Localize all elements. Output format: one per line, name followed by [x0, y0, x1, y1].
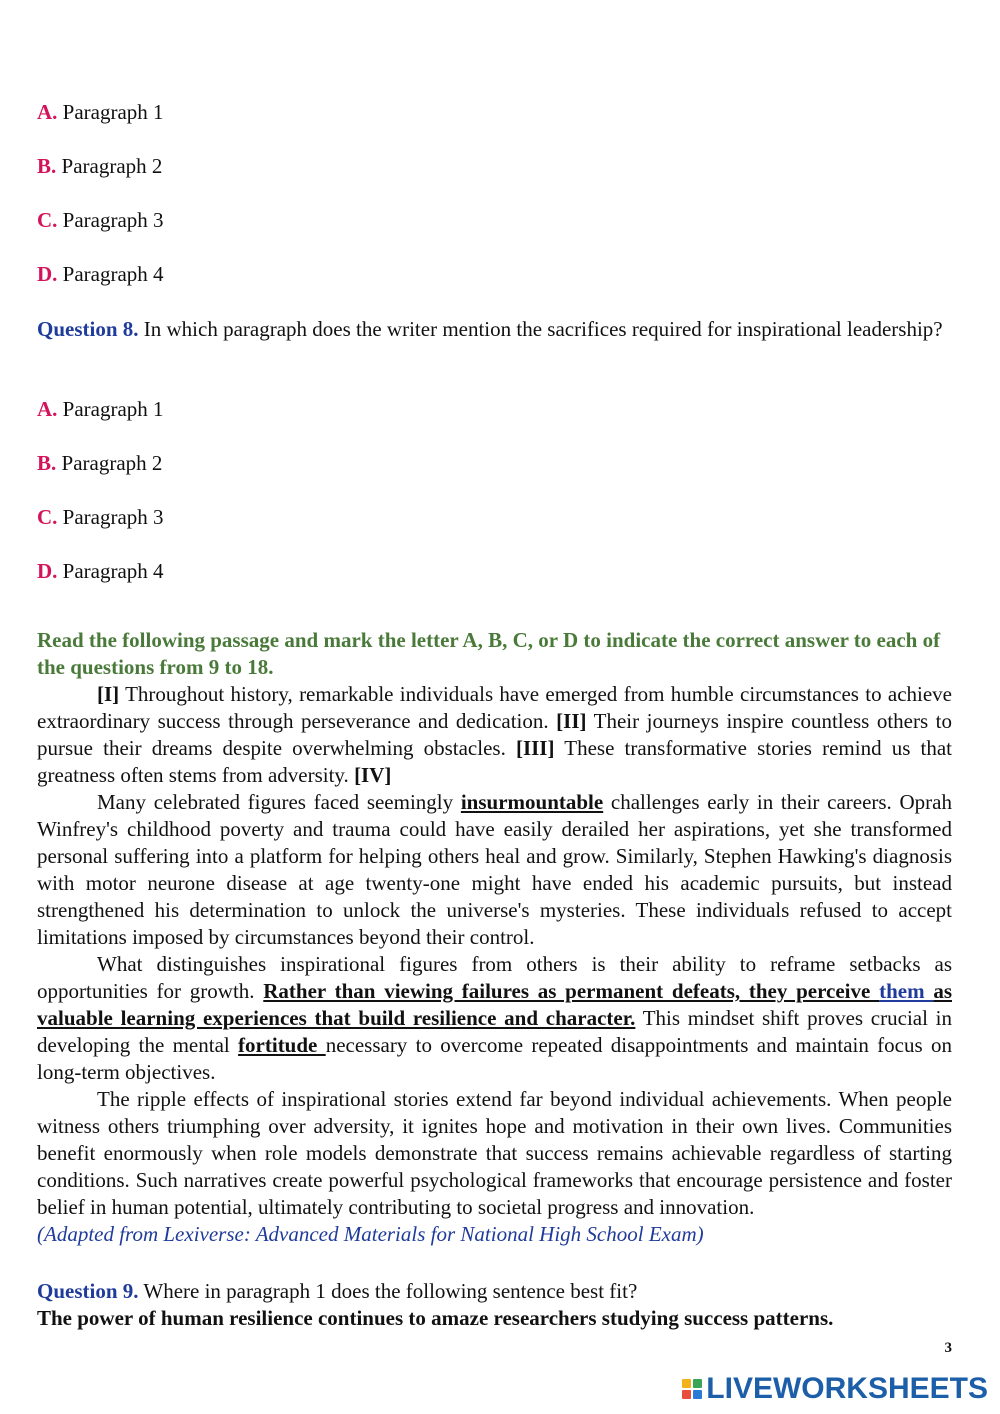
- option-text: Paragraph 1: [62, 100, 164, 124]
- q8-option-c[interactable]: [37, 505, 164, 529]
- passage-text: Their journeys inspire countless others to pursue their dreams despite overwhelming obstacles.: [37, 709, 952, 760]
- option-letter: B.: [37, 451, 57, 475]
- question-label: Question 9.: [37, 1279, 139, 1303]
- passage-text: Throughout history, remarkable individuals have emerged from humble circumstances to achieve extraordinary success through perseverance and dedication.: [37, 682, 952, 733]
- passage-text: challenges early in their careers. Oprah Winfrey's childhood poverty and trauma could have easily derailed her aspirations, yet she transformed personal suffering into a platform for helping others heal and grow. Similarly, Stephen Hawking's diagnosis with motor neurone disease at age twenty-one might have ended his academic pursuits, but instead strengthened his determination to unlock the universe's mysteries. These individuals refused to accept limitations imposed by circumstances beyond their control.: [37, 790, 952, 949]
- underlined-word-fortitude: fortitude: [238, 1033, 326, 1057]
- paragraph-4: The ripple effects of inspirational stories extend far beyond individual achievements. When people witness others triumphing over adversity, it ignites hope and motivation in their own lives. Communities benefit enormously when role models demonstrate that success remains achievable regardless of starting conditions. Such narratives create powerful psychological frameworks that encourage persistence and foster belief in human potential, ultimately contributing to societal progress and innovation.: [37, 1087, 952, 1219]
- underlined-word-them: them: [879, 979, 934, 1003]
- question-9-sentence: The power of human resilience continues to amaze researchers studying success patterns.: [37, 1306, 834, 1330]
- paragraph-2: [37, 789, 952, 951]
- position-marker-ii: [II]: [556, 709, 587, 733]
- underlined-word-insurmountable: insurmountable: [460, 790, 604, 814]
- q7-option-c[interactable]: [37, 208, 164, 232]
- position-marker-iv: [IV]: [354, 763, 392, 787]
- option-letter: B.: [37, 154, 57, 178]
- q8-option-b[interactable]: [37, 451, 162, 475]
- position-marker-iii: [III]: [515, 736, 555, 760]
- option-letter: A.: [37, 100, 58, 124]
- option-letter: C.: [37, 505, 58, 529]
- passage-source: (Adapted from Lexiverse: Advanced Materials for National High School Exam): [37, 1222, 704, 1246]
- question-8: [37, 316, 952, 343]
- option-letter: A.: [37, 397, 58, 421]
- passage-text: This mindset shift proves crucial in developing the mental: [37, 1006, 952, 1057]
- q7-option-d[interactable]: [37, 262, 164, 286]
- question-label: Question 8.: [37, 317, 139, 341]
- passage-text: Many celebrated figures faced seemingly: [97, 790, 461, 814]
- option-text: Paragraph 4: [62, 559, 164, 583]
- q7-option-b[interactable]: [37, 154, 162, 178]
- logo-text: LIVEWORKSHEETS: [706, 1372, 988, 1405]
- option-text: Paragraph 4: [62, 262, 164, 286]
- logo-icon: [682, 1379, 702, 1399]
- liveworksheets-logo[interactable]: [682, 1372, 988, 1406]
- underlined-sentence: Rather than viewing failures as permanent defeats, they perceive: [263, 979, 880, 1003]
- position-marker-i: [I]: [97, 682, 120, 706]
- option-text: Paragraph 3: [62, 505, 164, 529]
- passage-instruction: Read the following passage and mark the letter A, B, C, or D to indicate the correct answer to each of the questions from 9 to 18.: [37, 628, 941, 679]
- option-letter: C.: [37, 208, 58, 232]
- question-9-prompt: [37, 1278, 952, 1305]
- q8-option-d[interactable]: [37, 559, 164, 583]
- passage-text: These transformative stories remind us that greatness often stems from adversity.: [37, 736, 953, 787]
- option-text: Paragraph 3: [62, 208, 164, 232]
- passage-text: necessary to overcome repeated disappointments and maintain focus on long-term objectives.: [37, 1033, 952, 1084]
- option-letter: D.: [37, 262, 58, 286]
- option-letter: D.: [37, 559, 58, 583]
- question-text: Where in paragraph 1 does the following sentence best fit?: [138, 1279, 638, 1303]
- underlined-sentence: as valuable learning experiences that build resilience and character.: [37, 979, 952, 1030]
- paragraph-1: [37, 681, 952, 789]
- q7-option-a[interactable]: [37, 100, 164, 124]
- option-text: Paragraph 1: [62, 397, 164, 421]
- q8-option-a[interactable]: [37, 397, 164, 421]
- reading-passage: [37, 681, 952, 1248]
- option-text: Paragraph 2: [61, 154, 163, 178]
- question-9: [37, 1278, 952, 1332]
- question-text: In which paragraph does the writer mention the sacrifices required for inspirational leadership?: [143, 317, 943, 341]
- paragraph-3: [37, 951, 952, 1086]
- passage-text: What distinguishes inspirational figures from others is their ability to reframe setbacks as opportunities for growth.: [37, 952, 952, 1003]
- option-text: Paragraph 2: [61, 451, 163, 475]
- page-number: 3: [944, 1340, 952, 1356]
